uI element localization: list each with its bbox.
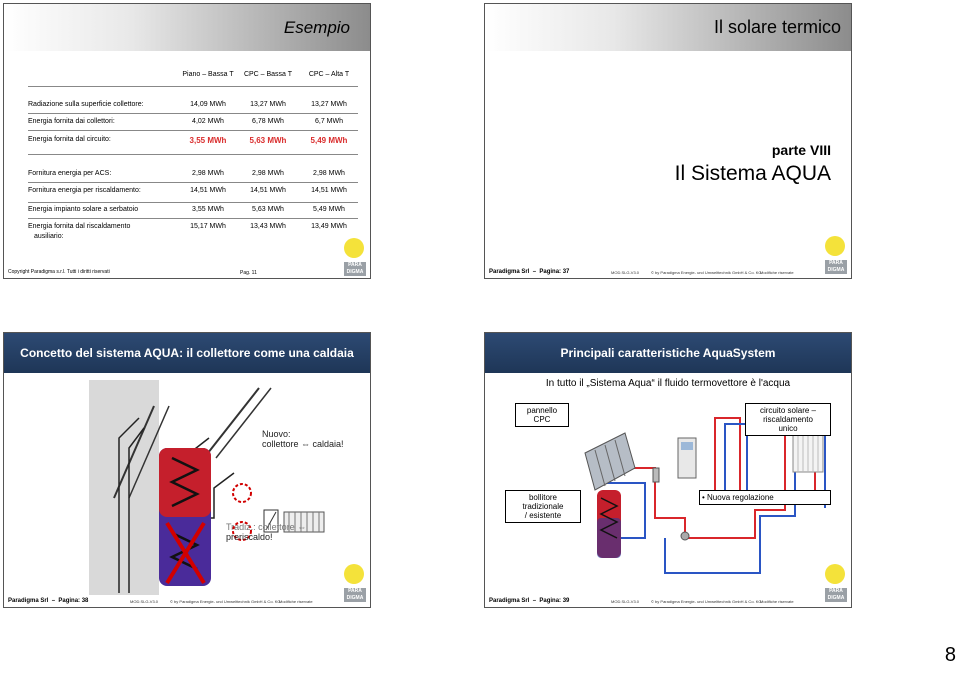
cell-value: 4,02 MWh <box>192 118 224 125</box>
slide-footer <box>4 265 370 278</box>
footer-copyright: © by Paradigma Energie- und Umwelttechnik GmbH & Co. KG <box>170 599 281 604</box>
sun-icon <box>825 236 845 256</box>
column-header: CPC – Alta T <box>308 71 350 78</box>
slide-footer <box>485 265 851 278</box>
footer-doc-id: MOD.SLG-V3.0 <box>611 599 640 604</box>
collector-panel <box>204 388 259 458</box>
tank-hot-zone <box>159 448 211 517</box>
row-label: Energia fornita dal riscaldamento <box>28 223 131 230</box>
cell-value: 6,78 MWh <box>252 118 284 125</box>
footer-note: Modifiche riservate <box>760 270 794 275</box>
sun-icon <box>344 564 364 584</box>
row-label: Fornitura energia per ACS: <box>28 170 112 177</box>
table-divider <box>28 113 358 114</box>
cell-value: 13,49 MWh <box>311 223 347 230</box>
row-label: Radiazione sulla superficie collettore: <box>28 101 144 108</box>
slide-title: Concetto del sistema AQUA: il collettore come una caldaia <box>4 333 370 373</box>
slide-concetto <box>3 332 371 608</box>
cell-value: 14,09 MWh <box>190 101 226 108</box>
slide-caratteristiche <box>484 332 852 608</box>
table-divider <box>28 86 358 87</box>
page-number: 8 <box>944 644 956 666</box>
section-title: Il Sistema AQUA <box>674 162 831 185</box>
part-label: parte VIII <box>771 142 831 158</box>
row-label: Energia impianto solare a serbatoio <box>28 206 139 213</box>
table-divider <box>28 154 358 155</box>
slide-subtitle: In tutto il „Sistema Aqua“ il fluido termovettore è l'acqua <box>545 378 791 389</box>
cell-value: 14,51 MWh <box>250 187 286 194</box>
footer-note: Modifiche riservate <box>760 599 794 604</box>
footer-company: Paradigma Srl – Pagina: 37 <box>489 269 570 275</box>
cell-value: 14,51 MWh <box>311 187 347 194</box>
table-divider <box>28 202 358 203</box>
cell-value-red: 5,63 MWh <box>249 136 287 145</box>
footer-page: Pag. 11 <box>240 270 257 276</box>
row-label: Energia fornita dal circuito: <box>28 136 111 143</box>
cell-value: 6,7 MWh <box>314 118 343 125</box>
label-new: Nuovo: collettore ⇔ caldaia! <box>262 429 344 449</box>
table-row <box>4 223 370 247</box>
cell-value: 3,55 MWh <box>192 206 224 213</box>
cell-value: 2,98 MWh <box>192 170 224 177</box>
cell-value: 5,49 MWh <box>313 206 345 213</box>
cell-value: 13,43 MWh <box>250 223 286 230</box>
row-label-continued: ausiliario: <box>34 233 64 240</box>
controller-unit <box>653 468 659 482</box>
pump-icon <box>681 532 689 540</box>
slide-title: Il solare termico <box>713 17 841 37</box>
cell-value-red: 5,49 MWh <box>310 136 348 145</box>
sun-icon <box>344 238 364 258</box>
cell-value: 15,17 MWh <box>190 223 226 230</box>
cell-value: 14,51 MWh <box>190 187 226 194</box>
table-header-row <box>4 71 370 83</box>
slide-title: Esempio <box>283 18 350 37</box>
table-row-highlight <box>4 136 370 148</box>
footer-copyright: © by Paradigma Energie- und Umwelttechnik GmbH & Co. KG <box>651 599 762 604</box>
logo-mark: PARA DIGMA <box>344 588 366 602</box>
label-traditional: Tradiz.: collettore ⇔ preriscaldo! <box>226 522 307 542</box>
slide-sistema-aqua <box>484 3 852 279</box>
slide-footer <box>4 594 370 607</box>
slide-title: Principali caratteristiche AquaSystem <box>485 333 851 373</box>
system-diagram <box>4 378 370 598</box>
table-divider <box>28 130 358 131</box>
row-label: Fornitura energia per riscaldamento: <box>28 187 141 194</box>
footer-doc-id: MOD.SLG-V3.0 <box>130 599 159 604</box>
table-row <box>4 101 370 113</box>
sun-icon <box>825 564 845 584</box>
cell-value: 5,63 MWh <box>252 206 284 213</box>
cell-value: 2,98 MWh <box>252 170 284 177</box>
table-row <box>4 170 370 182</box>
label-pannello: pannello CPC <box>515 403 569 427</box>
cell-value: 2,98 MWh <box>313 170 345 177</box>
burst-icon <box>233 484 251 502</box>
flow-pipe <box>715 418 740 498</box>
label-bollitore: bollitore tradizionale / esistente <box>505 490 581 523</box>
table-divider <box>28 218 358 219</box>
cell-value: 13,27 MWh <box>250 101 286 108</box>
table-row <box>4 187 370 199</box>
cell-value-red: 3,55 MWh <box>189 136 227 145</box>
table-row <box>4 206 370 218</box>
cell-value: 13,27 MWh <box>311 101 347 108</box>
table-divider <box>28 182 358 183</box>
footer-note: Modifiche riservate <box>279 599 313 604</box>
footer-company: Paradigma Srl – Pagina: 39 <box>489 598 570 604</box>
return-pipe <box>725 424 747 498</box>
label-circuito: circuito solare – riscaldamento unico <box>745 403 831 436</box>
slide-esempio <box>3 3 371 279</box>
slide-footer <box>485 594 851 607</box>
column-header: Piano – Bassa T <box>182 71 234 78</box>
footer-company: Paradigma Srl – Pagina: 38 <box>8 598 89 604</box>
footer-copyright: Copyright Paradigma s.r.l. Tutti i diritti riservati <box>8 269 110 275</box>
house-wall <box>89 380 159 595</box>
row-label: Energia fornita dai collettori: <box>28 118 115 125</box>
logo-mark: PARA DIGMA <box>825 260 847 274</box>
logo-mark: PARA DIGMA <box>825 588 847 602</box>
logo-mark: PARA DIGMA <box>344 262 366 276</box>
table-row <box>4 118 370 130</box>
footer-doc-id: MOD.SLG-V3.0 <box>611 270 640 275</box>
label-regolazione: • Nuova regolazione <box>699 490 831 505</box>
footer-copyright: © by Paradigma Energie- und Umwelttechnik GmbH & Co. KG <box>651 270 762 275</box>
column-header: CPC – Bassa T <box>243 71 293 78</box>
